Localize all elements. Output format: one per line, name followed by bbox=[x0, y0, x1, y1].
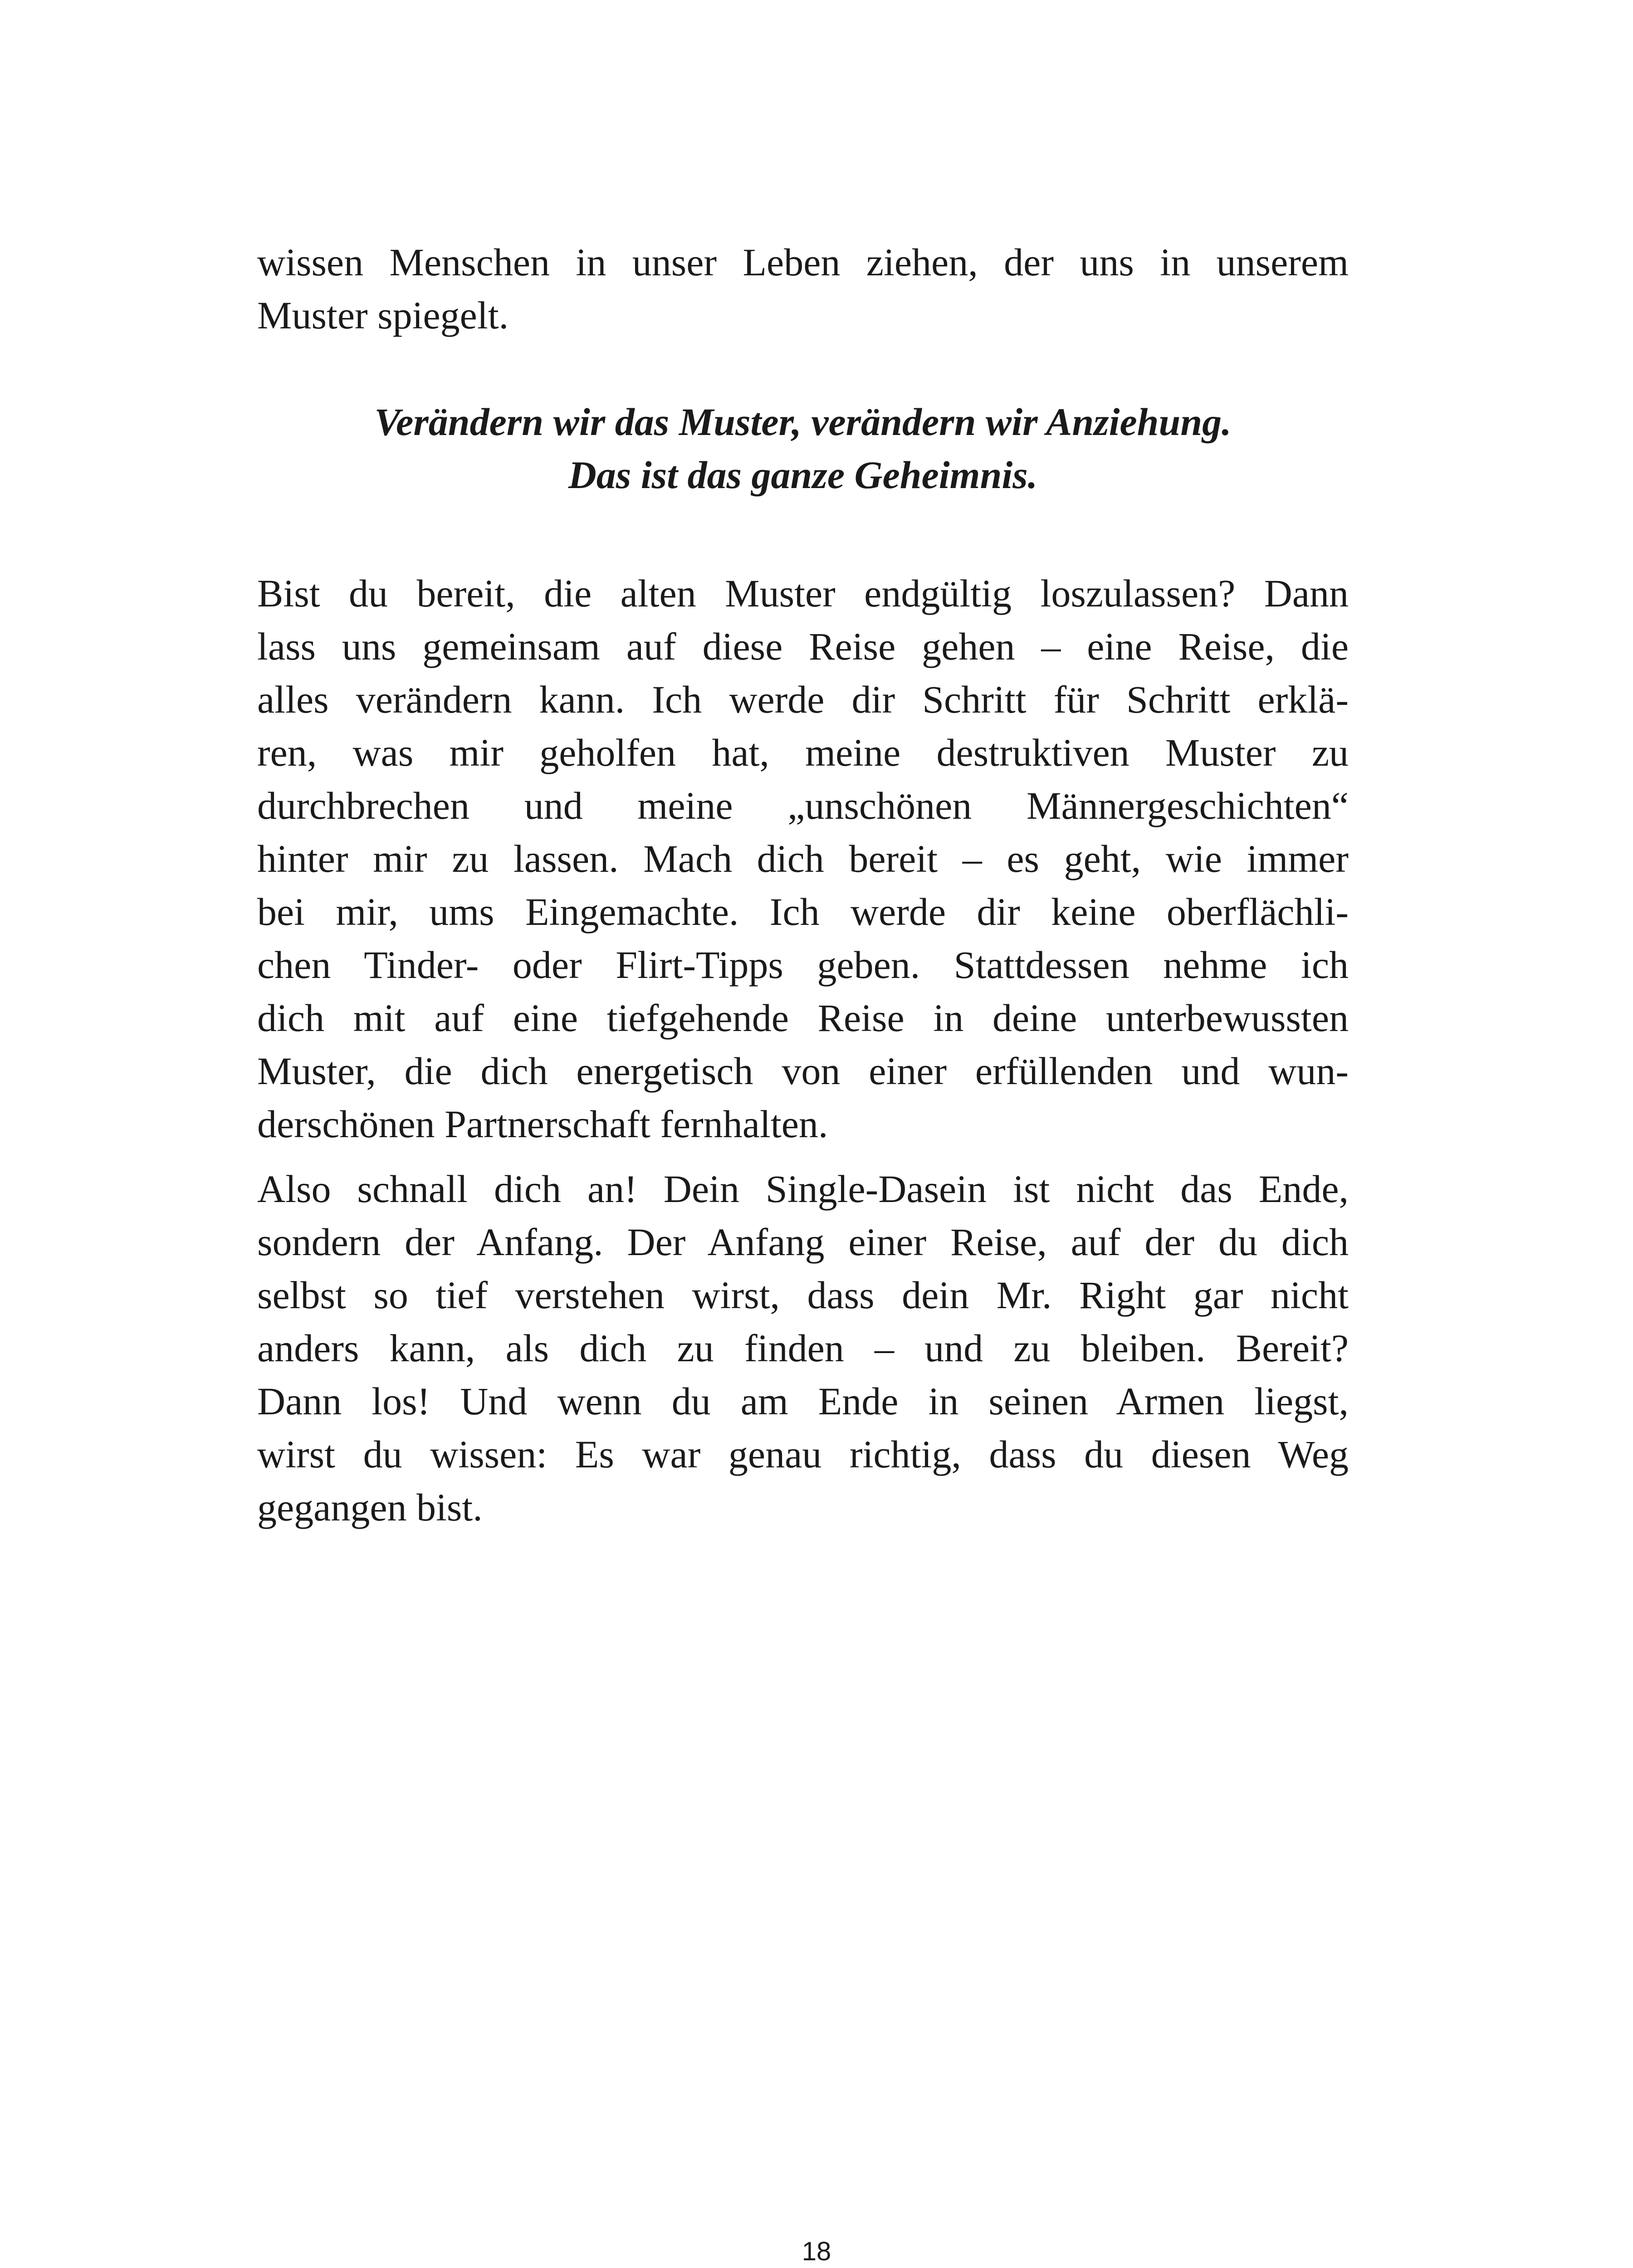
text-line: bei mir, ums Eingemachte. Ich werde dir keine oberflächli- bbox=[257, 890, 1349, 934]
text-line: derschönen Partnerschaft fernhalten. bbox=[257, 1102, 828, 1146]
text-line: chen Tinder- oder Flirt-Tipps geben. Stattdessen nehme ich bbox=[257, 943, 1349, 987]
quote-line: Das ist das ganze Geheimnis. bbox=[568, 453, 1038, 497]
text-line: Bist du bereit, die alten Muster endgültig loszulassen? Dann bbox=[257, 572, 1349, 615]
text-line: lass uns gemeinsam auf diese Reise gehen – eine Reise, die bbox=[257, 625, 1349, 668]
text-line: Muster spiegelt. bbox=[257, 293, 509, 337]
text-line: hinter mir zu lassen. Mach dich bereit – es geht, wie immer bbox=[257, 837, 1349, 880]
paragraph-2 bbox=[257, 567, 1349, 1151]
paragraph-3 bbox=[257, 1163, 1349, 1534]
text-line: sondern der Anfang. Der Anfang einer Reise, auf der du dich bbox=[257, 1220, 1349, 1264]
text-line: gegangen bist. bbox=[257, 1486, 483, 1529]
text-line: alles verändern kann. Ich werde dir Schritt für Schritt erklä- bbox=[257, 678, 1349, 721]
paragraph-intro bbox=[257, 236, 1349, 342]
text-line: Also schnall dich an! Dein Single-Dasein ist nicht das Ende, bbox=[257, 1167, 1349, 1211]
text-line: Dann los! Und wenn du am Ende in seinen Armen liegst, bbox=[257, 1379, 1349, 1423]
highlight-quote bbox=[257, 396, 1349, 502]
text-line: wirst du wissen: Es war genau richtig, dass du diesen Weg bbox=[257, 1432, 1349, 1476]
text-line: dich mit auf eine tiefgehende Reise in deine unterbewussten bbox=[257, 996, 1349, 1040]
text-line: selbst so tief verstehen wirst, dass dein Mr. Right gar nicht bbox=[257, 1273, 1349, 1317]
text-line: wissen Menschen in unser Leben ziehen, der uns in unserem bbox=[257, 240, 1349, 284]
quote-line: Verändern wir das Muster, verändern wir Anziehung. bbox=[374, 400, 1232, 444]
page-number: 18 bbox=[802, 2237, 831, 2266]
text-line: durchbrechen und meine „unschönen Männergeschichten“ bbox=[257, 784, 1349, 827]
text-line: ren, was mir geholfen hat, meine destruktiven Muster zu bbox=[257, 731, 1349, 774]
text-line: Muster, die dich energetisch von einer erfüllenden und wun- bbox=[257, 1049, 1349, 1093]
text-line: anders kann, als dich zu finden – und zu bleiben. Bereit? bbox=[257, 1326, 1349, 1370]
